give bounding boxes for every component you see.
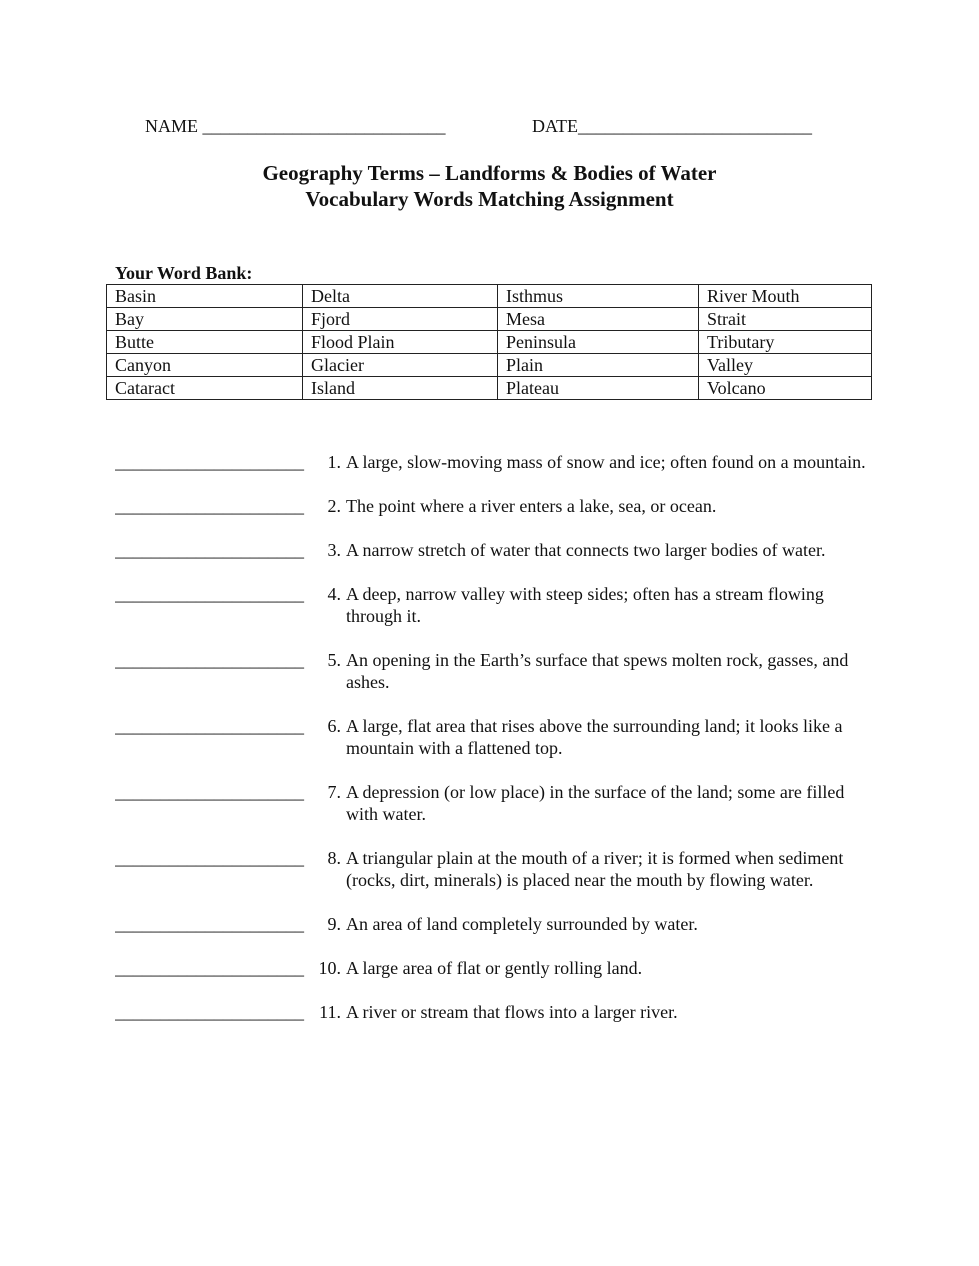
answer-blank[interactable]: _____________________	[115, 540, 304, 560]
question-number: 11.	[319, 1002, 341, 1022]
table-cell: Basin	[107, 285, 303, 308]
page-title	[0, 160, 979, 212]
question-text: A depression (or low place) in the surface of the land; some are filled with water.	[346, 782, 845, 824]
question-number: 8.	[327, 848, 341, 868]
title-line-1: Geography Terms – Landforms & Bodies of Water	[262, 161, 717, 185]
question-text: The point where a river enters a lake, sea, or ocean.	[346, 496, 717, 516]
table-cell: Delta	[303, 285, 498, 308]
table-cell: Plain	[498, 354, 699, 377]
question-item	[115, 649, 875, 693]
question-number: 5.	[327, 650, 341, 670]
table-cell: Isthmus	[498, 285, 699, 308]
question-item	[115, 539, 875, 561]
question-text: A river or stream that flows into a larger river.	[346, 1002, 678, 1022]
table-row	[107, 331, 872, 354]
question-number: 1.	[327, 452, 341, 472]
question-number: 6.	[327, 716, 341, 736]
table-cell: Island	[303, 377, 498, 400]
question-item	[115, 913, 875, 935]
question-item	[115, 1001, 875, 1023]
word-bank-label: Your Word Bank:	[115, 263, 253, 283]
title-line-2: Vocabulary Words Matching Assignment	[305, 187, 674, 211]
word-bank-table	[106, 284, 872, 400]
table-row	[107, 285, 872, 308]
question-text: A narrow stretch of water that connects two larger bodies of water.	[346, 540, 826, 560]
question-item	[115, 781, 875, 825]
question-text: An opening in the Earth’s surface that spews molten rock, gasses, and ashes.	[346, 650, 849, 692]
table-cell: Mesa	[498, 308, 699, 331]
question-item	[115, 847, 875, 891]
question-number: 9.	[327, 914, 341, 934]
table-row	[107, 354, 872, 377]
table-row	[107, 377, 872, 400]
answer-blank[interactable]: _____________________	[115, 584, 304, 604]
name-field[interactable]: NAME ___________________________	[145, 116, 446, 136]
table-cell: Bay	[107, 308, 303, 331]
table-cell: Butte	[107, 331, 303, 354]
answer-blank[interactable]: _____________________	[115, 452, 304, 472]
question-item	[115, 715, 875, 759]
question-number: 4.	[327, 584, 341, 604]
table-cell: Plateau	[498, 377, 699, 400]
table-cell: Cataract	[107, 377, 303, 400]
table-cell: Fjord	[303, 308, 498, 331]
table-cell: Tributary	[699, 331, 872, 354]
answer-blank[interactable]: _____________________	[115, 914, 304, 934]
table-row	[107, 308, 872, 331]
question-text: An area of land completely surrounded by water.	[346, 914, 698, 934]
question-text: A triangular plain at the mouth of a river; it is formed when sediment (rocks, dirt, minerals) is placed near the mouth by flowing water.	[346, 848, 844, 890]
answer-blank[interactable]: _____________________	[115, 782, 304, 802]
question-text: A large area of flat or gently rolling land.	[346, 958, 643, 978]
question-text: A deep, narrow valley with steep sides; often has a stream flowing through it.	[346, 584, 824, 626]
answer-blank[interactable]: _____________________	[115, 848, 304, 868]
answer-blank[interactable]: _____________________	[115, 958, 304, 978]
question-number: 2.	[327, 496, 341, 516]
question-list	[115, 451, 875, 1045]
question-number: 3.	[327, 540, 341, 560]
answer-blank[interactable]: _____________________	[115, 716, 304, 736]
table-cell: Canyon	[107, 354, 303, 377]
answer-blank[interactable]: _____________________	[115, 496, 304, 516]
table-cell: Strait	[699, 308, 872, 331]
question-item	[115, 957, 875, 979]
question-text: A large, slow-moving mass of snow and ice; often found on a mountain.	[346, 452, 866, 472]
table-cell: Valley	[699, 354, 872, 377]
table-cell: Volcano	[699, 377, 872, 400]
question-number: 10.	[318, 958, 341, 978]
table-cell: River Mouth	[699, 285, 872, 308]
answer-blank[interactable]: _____________________	[115, 1002, 304, 1022]
answer-blank[interactable]: _____________________	[115, 650, 304, 670]
table-cell: Glacier	[303, 354, 498, 377]
question-item	[115, 495, 875, 517]
table-cell: Peninsula	[498, 331, 699, 354]
question-item	[115, 451, 875, 473]
date-field[interactable]: DATE__________________________	[532, 116, 812, 136]
question-item	[115, 583, 875, 627]
question-number: 7.	[327, 782, 341, 802]
table-cell: Flood Plain	[303, 331, 498, 354]
question-text: A large, flat area that rises above the surrounding land; it looks like a mountain with a flattened top.	[346, 716, 843, 758]
